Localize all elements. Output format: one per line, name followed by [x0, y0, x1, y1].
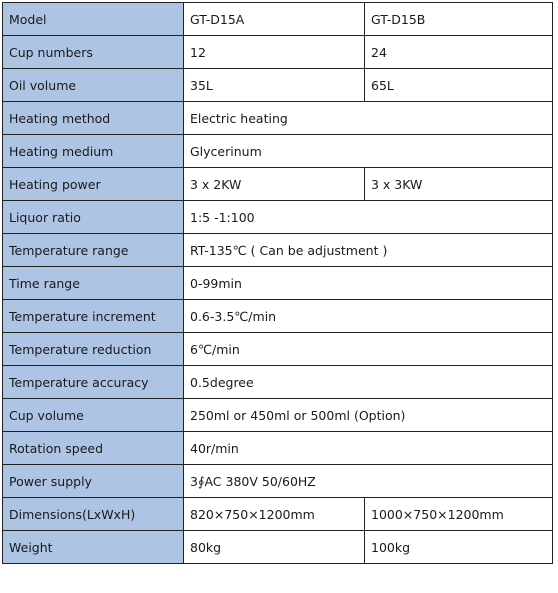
row-label: Cup volume: [3, 399, 184, 432]
table-row: [3, 102, 553, 135]
row-value: 6℃/min: [184, 333, 553, 366]
row-value: RT-135℃ ( Can be adjustment ): [184, 234, 553, 267]
row-value: 3 x 2KW: [184, 168, 365, 201]
row-label: Power supply: [3, 465, 184, 498]
table-row: [3, 234, 553, 267]
row-label: Oil volume: [3, 69, 184, 102]
row-value: 250ml or 450ml or 500ml (Option): [184, 399, 553, 432]
row-label: Rotation speed: [3, 432, 184, 465]
row-value: 1:5 -1:100: [184, 201, 553, 234]
row-value: 12: [184, 36, 365, 69]
row-value: 3 x 3KW: [365, 168, 553, 201]
row-label: Heating method: [3, 102, 184, 135]
row-label: Cup numbers: [3, 36, 184, 69]
table-row: [3, 135, 553, 168]
row-value: 0.6-3.5℃/min: [184, 300, 553, 333]
row-value: GT-D15B: [365, 3, 553, 36]
row-value: Glycerinum: [184, 135, 553, 168]
row-label: Temperature range: [3, 234, 184, 267]
row-label: Heating power: [3, 168, 184, 201]
row-value: 0-99min: [184, 267, 553, 300]
row-label: Time range: [3, 267, 184, 300]
table-row: [3, 267, 553, 300]
table-row: [3, 432, 553, 465]
table-row: [3, 69, 553, 102]
table-row: [3, 168, 553, 201]
row-label: Temperature accuracy: [3, 366, 184, 399]
row-value: 100kg: [365, 531, 553, 564]
row-value: 65L: [365, 69, 553, 102]
row-value: 3∮AC 380V 50/60HZ: [184, 465, 553, 498]
row-value: 1000×750×1200mm: [365, 498, 553, 531]
spec-table-body: [3, 3, 553, 564]
row-label: Model: [3, 3, 184, 36]
row-value: 24: [365, 36, 553, 69]
row-value: 820×750×1200mm: [184, 498, 365, 531]
table-row: [3, 531, 553, 564]
table-row: [3, 201, 553, 234]
row-value: Electric heating: [184, 102, 553, 135]
table-row: [3, 36, 553, 69]
row-value: 80kg: [184, 531, 365, 564]
row-value: 0.5degree: [184, 366, 553, 399]
table-row: [3, 399, 553, 432]
table-row: [3, 3, 553, 36]
spec-table: [2, 2, 553, 564]
table-row: [3, 498, 553, 531]
row-label: Temperature reduction: [3, 333, 184, 366]
row-value: 40r/min: [184, 432, 553, 465]
table-row: [3, 300, 553, 333]
row-label: Dimensions(LxWxH): [3, 498, 184, 531]
row-label: Liquor ratio: [3, 201, 184, 234]
table-row: [3, 366, 553, 399]
table-row: [3, 333, 553, 366]
row-value: GT-D15A: [184, 3, 365, 36]
row-label: Temperature increment: [3, 300, 184, 333]
row-label: Heating medium: [3, 135, 184, 168]
table-row: [3, 465, 553, 498]
row-label: Weight: [3, 531, 184, 564]
row-value: 35L: [184, 69, 365, 102]
